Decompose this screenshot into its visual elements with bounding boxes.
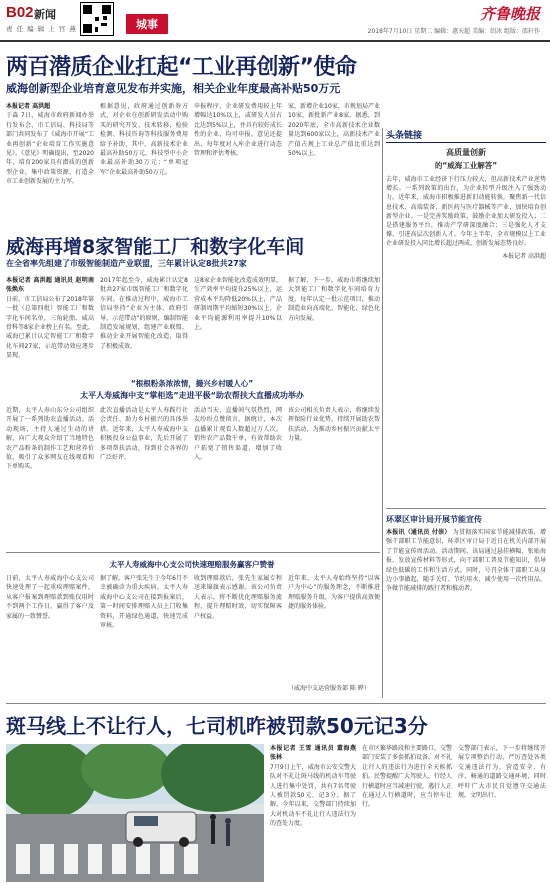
section-name: 新闻 [34,8,56,21]
article1-byline: 本报记者 高洪超 [6,103,51,110]
column-divider [382,128,383,698]
headline-main: 两百潜质企业扛起“工业再创新”使命 [6,55,357,80]
article5-headline: 环翠区审计局开展节能宣传 [386,515,482,524]
article2-col2: 2017年起至今，威海累计认定8批共27家市级智能工厂和数字化车间。在推动过程中，威海市工信局坚持“企业为主体、政府引导、示范带动”的原则，编制智能制造发展规划，组建产业联盟，推动企业开展智能化改造，取得了积极成效。 [100,277,188,350]
article3-headline: 太平人寿威海中支“掌柜选”走进平极“助农帮扶大直播成功举办 [80,391,304,400]
article2-col1-text: 日前，市工信局公布了2018年第一批（总第四批）智能工厂和数字化车间名单，三角轮胎、威高骨科等8家企业榜上有名。至此，威海已累计认定智能工厂和数字化车间27家，示范带动效应逐步显现。 [6,295,94,360]
article5-byline: 本报讯（通讯员 付崇） [386,529,451,536]
article2-col4: 据了解，下一步，威海市将继续加大智能工厂和数字化车间培育力度，每年认定一批示范项目，推动制造业向高端化、智能化、绿色化方向发展。 [288,277,380,322]
headline-link-sidebar [386,128,546,503]
article3-col2: 此次直播活动是太平人寿践行社会责任、助力乡村振兴的具体举措。近年来，太平人寿威海中支积极投身公益事业，先后开展了多项帮扶活动，得到社会各界的广泛好评。 [100,407,188,462]
article3-col3: 活动当天，直播间气氛热烈，网友纷纷点赞留言。据统计，本次直播累计观看人数超过万人次，销售农产品数千单，有效帮助农户拓宽了销售渠道，增加了收入。 [194,407,282,462]
sidebar-tag: 头条链接 [386,128,546,143]
street-photo [6,744,264,882]
issue-meta: 2018年7月10日 星期二 编辑：惠天超 美编：绍冰 组版：邵轩作 [367,28,540,35]
page-number: B02 [6,4,34,21]
qr-code-icon [80,2,114,36]
article5-body-text: 为贯彻落实国家节能减排政策，增强干部职工节能意识，环翠区审计局于近日在机关内部开展了节能宣传周活动。活动期间，该局通过悬挂横幅、张贴海报、发放宣传材料等形式，向干部职工普及节能知识，倡导绿色低碳的工作和生活方式。同时，号召全体干部职工从身边小事做起，随手关灯、节约用水、减少使用一次性用品，争做节能减排的践行者和推动者。 [386,529,546,593]
article6-col1-text: 7月9日上午，威海市公安交警大队对不礼让斑马线的机动车驾驶人进行集中处罚，共有7名驾驶人被罚款50元、记3分。据了解，今年以来，交警部门持续加大对机动车不礼让行人违法行为的查处力度。 [270,763,356,828]
article2-col1 [6,276,94,374]
article6-col2: 在市区繁华路段和主要路口，交警部门安装了多套抓拍设备，对不礼让行人的违法行为进行全天候抓拍。民警提醒广大驾驶人，行经人行横道时应当减速行驶，遇行人正在通过人行横道时，应当停车让行。 [362,745,452,809]
article2-col3: 这8家企业智能化改造成效明显，生产效率平均提升25%以上，运营成本平均降低20%以上，产品研制周期平均缩短30%以上，企业平均能源利用率提升10%以上。 [194,277,282,332]
article4-col3: 收到理赔款后，张先生家属专程送来锦旗表示感谢。该公司负责人表示，将不断优化理赔服务流程，提升理赔时效，切实保障客户权益。 [194,575,282,620]
sidebar-title: 高质量创新 [446,148,486,157]
sidebar-divider [386,508,546,509]
article6-byline: 本报记者 王雪 通讯员 董海燕 张林 [270,745,356,762]
page-header [0,0,550,42]
article6-col1 [270,744,356,882]
article4-col4: 近年来，太平人寿始终坚持“以客户为中心”的服务理念，不断推进理赔服务升级，为客户提供高效便捷的服务体验。 [288,575,380,611]
article1-col3: 申报程序，企业研发费用较上年增幅达10%以上，或研发人员占比达到5%以上，并具有较好成长性的企业，均可申报。意见还提出，每年度对入库企业进行动态管理和评估考核。 [194,103,282,158]
article4-headline: 太平人寿威海中心支公司快速理赔服务赢客户赞誉 [109,560,275,569]
headline-factories: 威海再增8家智能工厂和数字化车间 [6,236,305,258]
article2-byline: 本报记者 高洪超 通讯员 赵明南 张焕东 [6,277,94,294]
sidebar-body: 去年，威海市工业经济下行压力较大，但高新技术产业逆势增长。一系列政策的出台，为企业转型升级注入了强劲动力。近年来，威海市积极推进新旧动能转换，聚焦新一代信息技术、高端装备、新医药与医疗器械等产业，加快培育创新型企业。一是完善奖励政策，鼓励企业加大研发投入；二是搭建服务平台，推动产学研深度融合；三是强化人才支撑，引进高层次创新人才。今年上半年，全市规模以上工业企业研发投入同比增长超过两成，创新发展态势良好。 [386,176,546,248]
article4-footer: （威海中支运营服务部 陈 晔） [288,685,370,692]
article5-body [386,528,546,698]
article1-col2: 根据意见，政府通过创新券方式，对企业在创新研发活动中购买的研究开发、技术转移、检验检测、科技咨询等科技服务费用给予补助，其中，高新技术企业最高补助50万元，科技型中小企业最高补助30万元；“单项冠军”企业最高补助50万元。 [100,103,188,176]
subhead-factories: 在全省率先组建了市级智能制造产业联盟，三年累计认定8批共27家 [6,259,247,268]
article3-kicker: “根根粉条浓浓情，撮兴乡村暖人心” [130,379,254,388]
section-divider-bottom [6,703,546,704]
newspaper-logo: 齐鲁晚报 [479,5,540,23]
editor-credits: 责 任 编 辑 上 官 燕 [6,25,77,33]
article4-col2: 据了解，客户张先生于今年6月不幸被确诊为重大疾病。太平人寿威海中心支公司在接到报案后，第一时间安排理赔人员上门收集资料，开通绿色通道，快速完成审核。 [100,575,188,630]
article1-col4: 家，新增企业10家，市规划局产业10家，新批新产业8家。据悉，到2020年底，全市高新技术企业数量达到600家以上，高新技术产业产值占规上工业总产值比重达到50%以上。 [288,103,380,158]
article3-col1: 近期，太平人寿山东分公司组织开展了一系列助农直播活动。活动现场，主持人通过生动的讲解，向广大观众介绍了当地特色农产品粉条的制作工艺和营养价值，吸引了众多网友在线观看和下单购买。 [6,407,94,471]
article1-col1-text: 于淼 7日，威海市政府新闻办举行发布会，市工信局、科技局等部门共同发布了《威海市开展“工业再创新”企业培育工作实施意见》。《意见》明确提出，至2020年，培育200家具有潜质的创新型企业，集中政策资源，打造全市工业创新发展的主力军。 [6,112,94,186]
section-tag: 城事 [126,14,168,34]
article1-col1 [6,102,94,224]
article4-col1: 日前，太平人寿威海中心支公司快速处理了一起重疾理赔案件，从客户报案到理赔款到账仅用时不到两个工作日，赢得了客户及家属的一致赞誉。 [6,575,94,620]
headline-crosswalk: 斑马线上不让行人，七司机昨被罚款50元记3分 [6,714,428,738]
section-divider [6,552,380,553]
sidebar-subtitle: 的“威海工业解答” [434,161,498,170]
sidebar-byline: 本报记者 高洪超 [502,252,546,260]
subhead-main: 威海创新型企业培育意见发布并实施，相关企业年度最高补贴50万元 [6,82,341,95]
article6-col3: 交警部门表示，下一步将继续开展专项整治行动，严厉查处各类交通违法行为，营造安全、有序、畅通的道路交通环境，同时呼吁广大市民自觉遵守交通法规，文明出行。 [458,745,546,800]
article3-col4: 该公司相关负责人表示，将继续发挥保险行业优势，持续开展助农帮扶活动，为推动乡村振兴贡献太平力量。 [288,407,380,443]
